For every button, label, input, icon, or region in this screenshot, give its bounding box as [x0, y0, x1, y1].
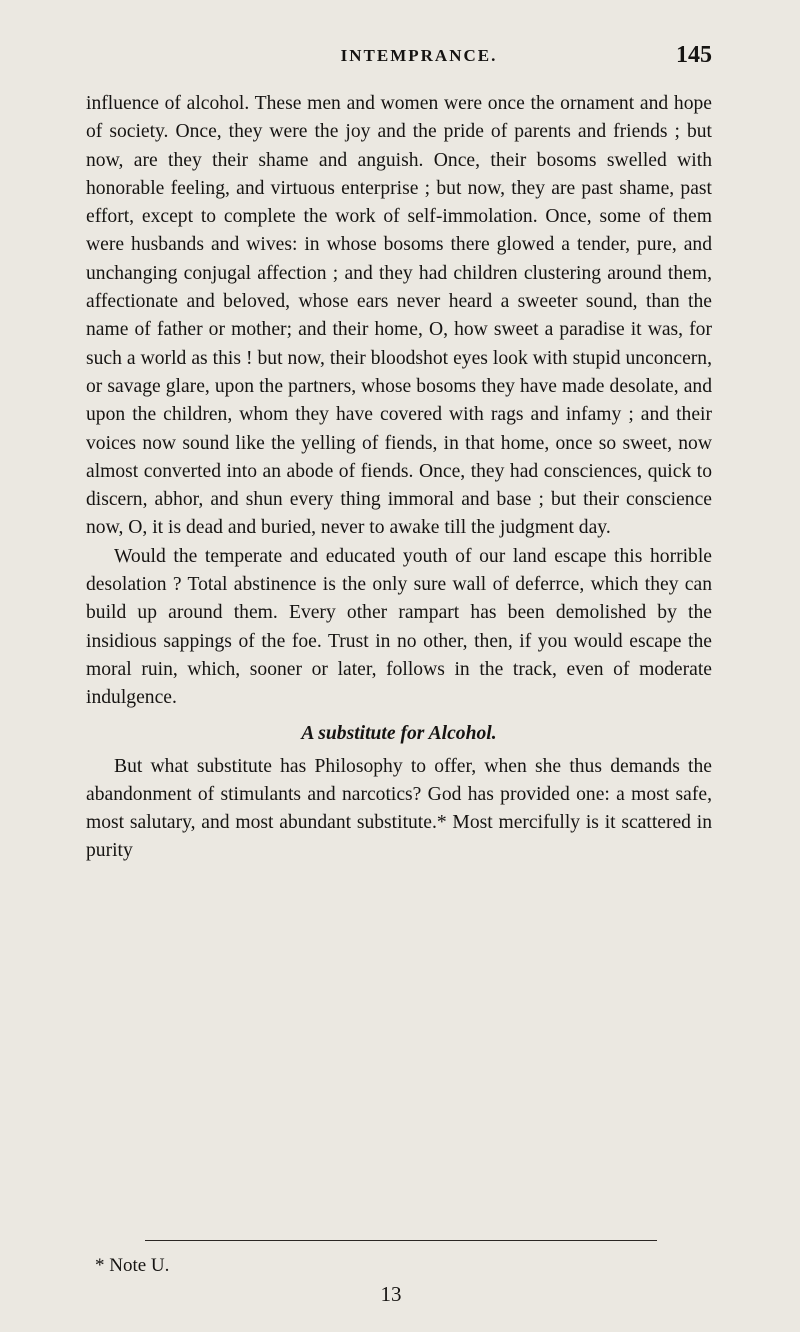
section-heading: A substitute for Alcohol.	[301, 722, 497, 744]
paragraph-substitute: But what substitute has Philosophy to offer, when she thus demands the abandonment of stimulants and narcotics? God has provided one: a most safe, most salutary, and most abundant substitute.* Most mercifully is it scattered in purity	[86, 755, 712, 862]
running-head	[86, 42, 712, 78]
body-text	[86, 90, 712, 866]
paragraph-continuation: influence of alcohol. These men and women were once the ornament and hope of society. Once, they were the joy and the pride of parents and friends ; but now, are they their shame and anguish. Once, their bosoms swelled with honorable feeling, and virtuous enterprise ; but now, they are past shame, past effort, except to complete the work of self-immolation. Once, some of them were husbands and wives: in whose bosoms there glowed a tender, pure, and unchanging conjugal affection ; and they had children clustering around them, affectionate and beloved, whose ears never heard a sweeter sound, than the name of father or mother; and their home, O, how sweet a paradise it was, for such a world as this ! but now, their bloodshot eyes look with stupid unconcern, or savage glare, upon the partners, whose bosoms they have made desolate, and upon the children, whom they have covered with rags and infamy ; and their voices now sound like the yelling of fiends, in that home, once so sweet, now almost converted into an abode of fiends. Once, they had consciences, quick to discern, abhor, and shun every thing immoral and base ; but their conscience now, O, it is dead and buried, never to awake till the judgment day.	[86, 93, 712, 539]
page-number: 145	[676, 42, 712, 68]
running-title: INTEMPRANCE.	[340, 46, 498, 65]
signature-mark: 13	[380, 1282, 402, 1306]
paragraph-temperate-youth: Would the temperate and educated youth of our land escape this horrible desolation ? Total abstinence is the only sure wall of deferrce, which they can build up around them. Every other rampart has been demolished by the insidious sappings of the foe. Trust in no other, then, if you would escape the moral ruin, which, sooner or later, follows in the track, even of moderate indulgence.	[86, 545, 712, 709]
footnote: * Note U.	[95, 1255, 170, 1276]
footnote-rule	[145, 1240, 657, 1241]
